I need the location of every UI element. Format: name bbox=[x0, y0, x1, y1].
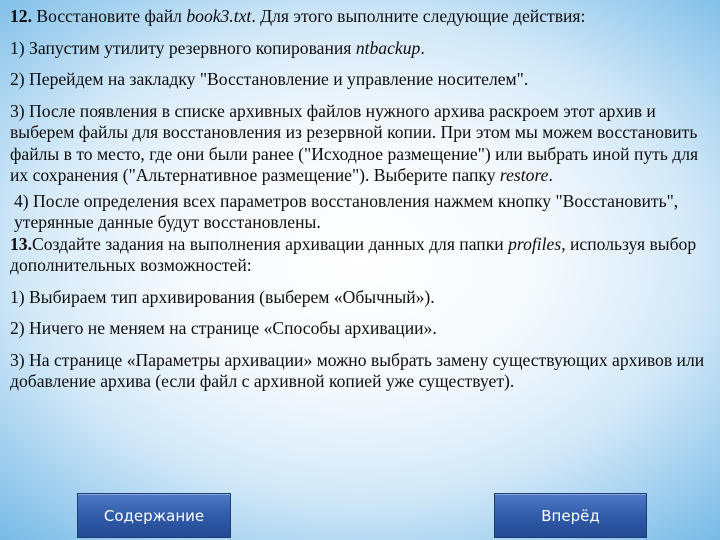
contents-button-label: Содержание bbox=[103, 506, 205, 525]
task-12-step-4: 4) После определения всех параметров восстановления нажмем кнопку "Восстановить", утерянные данные будут восстановлены. bbox=[14, 190, 679, 232]
task-12-step-3 bbox=[10, 101, 714, 187]
task-12-step-2: 2) Перейдем на закладку "Восстановление и управление носителем". bbox=[10, 69, 529, 89]
task-13-intro bbox=[10, 234, 714, 277]
task-12-folder-name: restore bbox=[499, 165, 549, 185]
next-button[interactable] bbox=[494, 493, 647, 538]
task-12-step-1-text: 1) Запустим утилиту резервного копирования bbox=[10, 37, 356, 58]
task-12-utility-name: ntbackup bbox=[355, 37, 421, 58]
task-12-step-3-end: . bbox=[548, 165, 553, 185]
task-13-intro-text-a: Создайте задания на выполнения архивации данных для папки bbox=[32, 233, 509, 254]
task-12-intro-text-b: . Для этого выполните следующие действия: bbox=[251, 6, 586, 26]
task-13-folder-name: profiles bbox=[508, 233, 562, 254]
task-12-step-1 bbox=[10, 38, 714, 60]
task-13-step-3: 3) На странице «Параметры архивации» можно выбрать замену существующих архивов или добавление архива (если файл с архивной копией уже существует). bbox=[10, 349, 705, 391]
contents-button[interactable] bbox=[77, 493, 231, 538]
task-13-intro-text-b: , используя выбор дополнительных возможностей: bbox=[10, 233, 697, 275]
next-button-label: Вперёд bbox=[541, 506, 600, 525]
task-13-number: 13. bbox=[10, 233, 32, 254]
task-13-step-1: 1) Выбираем тип архивирования (выберем «Обычный»). bbox=[10, 286, 435, 307]
task-13-step-2: 2) Ничего не меняем на странице «Способы архивации». bbox=[10, 318, 437, 338]
task-12-filename: book3.txt bbox=[186, 6, 252, 26]
task-12-intro bbox=[10, 6, 714, 28]
task-12-intro-text-a: Восстановите файл bbox=[32, 6, 187, 26]
task-12-number: 12. bbox=[10, 6, 32, 26]
slide-text bbox=[10, 6, 714, 393]
task-12-step-3-text: 3) После появления в списке архивных файлов нужного архива раскроем этот архив и выберем файлы для восстановления из резервной копии. При этом мы можем восстановить файлы в то место, где они были ранее ("Исходное размещение") или выбрать иной путь для их сохранения ("Альтернативное размещение"). Выберите папку bbox=[10, 100, 699, 185]
task-12-step-1-end: . bbox=[420, 37, 425, 58]
